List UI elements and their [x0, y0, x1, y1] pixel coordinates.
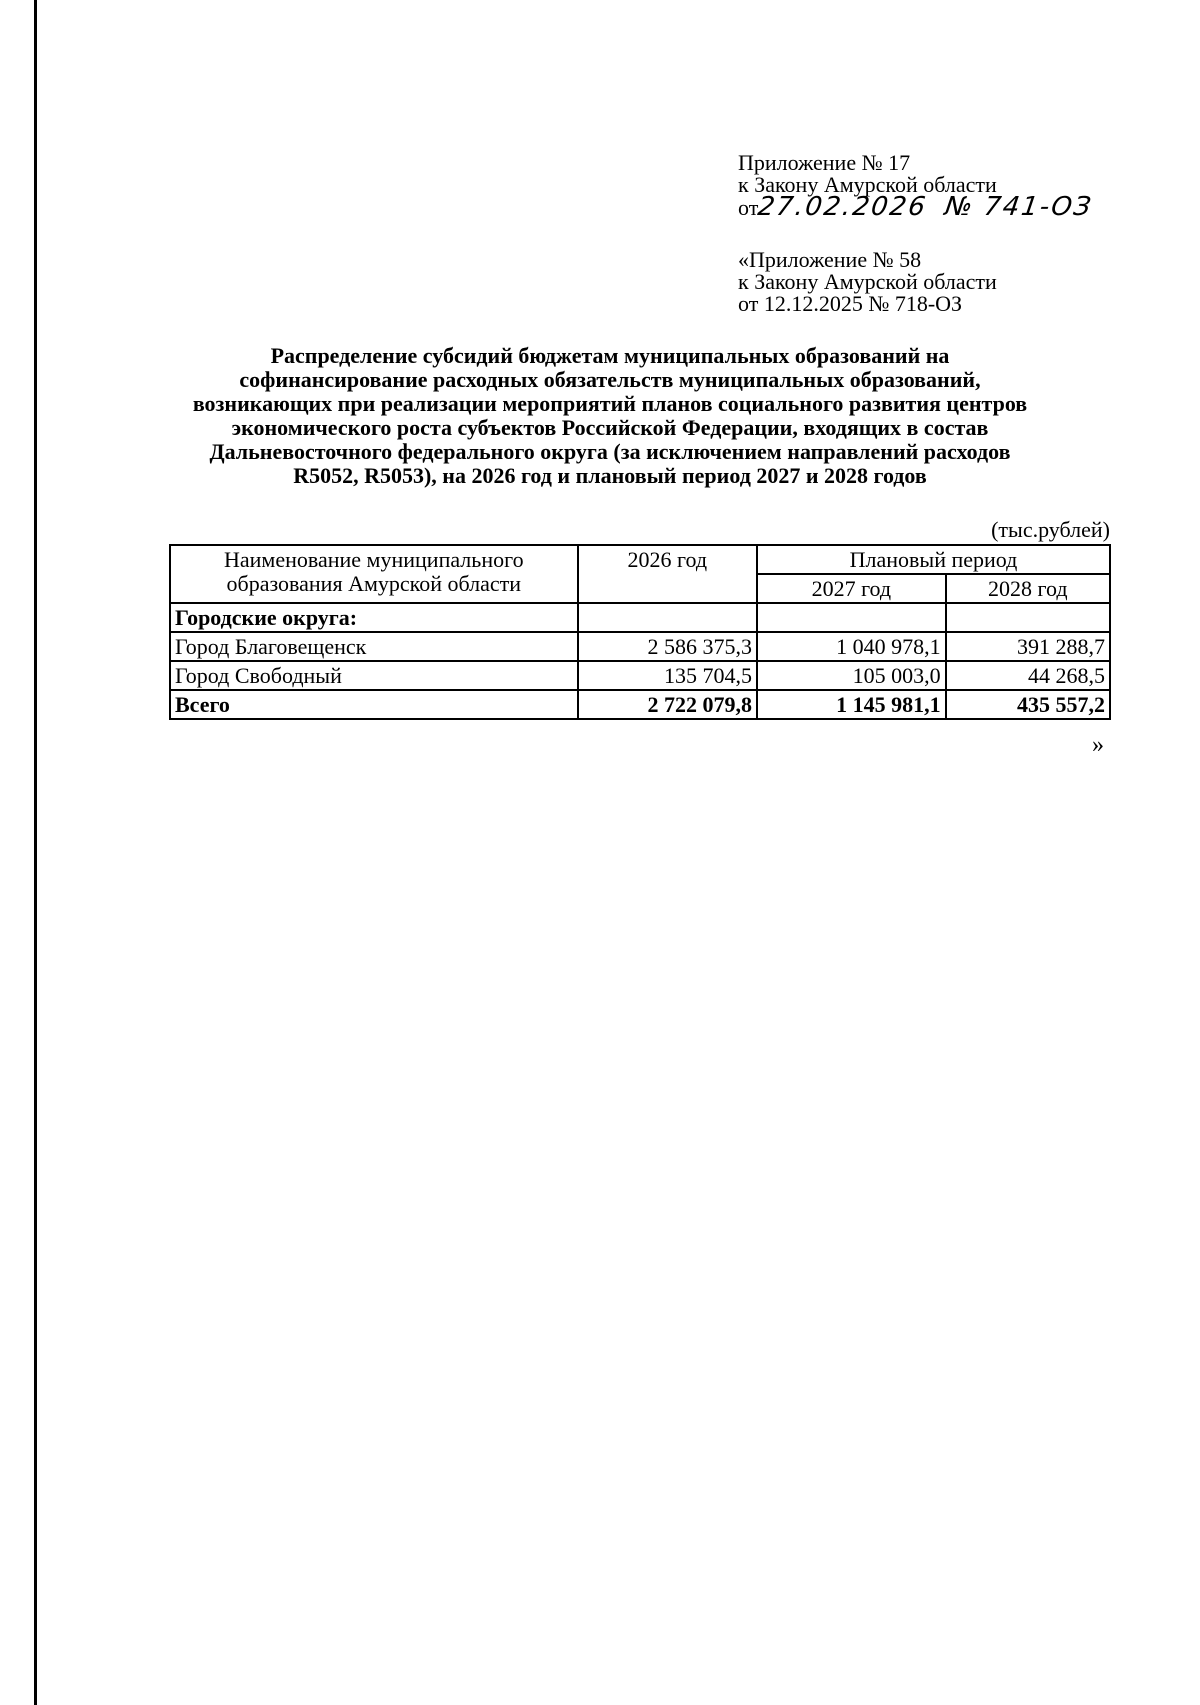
header-planned-period: Плановый период	[757, 545, 1110, 574]
header-year-2028: 2028 год	[946, 574, 1110, 603]
table-row	[170, 632, 1110, 661]
handwritten-law-number: № 741-ОЗ	[943, 192, 1095, 222]
table-row	[170, 661, 1110, 690]
units-label: (тыс.рублей)	[991, 517, 1110, 542]
row-value-2026: 135 704,5	[578, 661, 757, 690]
title-line: экономического роста субъектов Российской Федерации, входящих в состав	[231, 415, 989, 440]
header-year-2026: 2026 год	[578, 545, 757, 603]
amended-appendix-header	[738, 249, 997, 315]
table-header-row	[170, 545, 1110, 574]
handwritten-date: 27.02.2026	[756, 192, 930, 222]
table-group-row	[170, 603, 1110, 632]
appendix-law-reference: к Закону Амурской области	[738, 172, 997, 197]
amended-appendix-number: «Приложение № 58	[738, 247, 922, 272]
header-name-line: образования Амурской области	[226, 571, 522, 596]
total-value-2027: 1 145 981,1	[757, 690, 946, 719]
row-value-2028: 391 288,7	[946, 632, 1110, 661]
total-value-2028: 435 557,2	[946, 690, 1110, 719]
row-municipality-name: Город Свободный	[170, 661, 578, 690]
appendix-number: Приложение № 17	[738, 150, 911, 175]
row-value-2028: 44 268,5	[946, 661, 1110, 690]
empty-cell	[578, 603, 757, 632]
appendix-header	[738, 150, 1095, 222]
row-value-2027: 1 040 978,1	[757, 632, 946, 661]
row-municipality-name: Город Благовещенск	[170, 632, 578, 661]
group-label: Городские округа:	[170, 603, 578, 632]
header-year-2027: 2027 год	[757, 574, 946, 603]
title-line: софинансирование расходных обязательств муниципальных образований,	[239, 367, 981, 392]
subsidy-distribution-table	[169, 544, 1111, 720]
total-label: Всего	[170, 690, 578, 719]
title-line: Дальневосточного федерального округа (за исключением направлений расходов	[209, 439, 1011, 464]
title-line: R5052, R5053), на 2026 год и плановый период 2027 и 2028 годов	[293, 463, 927, 488]
table-total-row	[170, 690, 1110, 719]
amended-appendix-date: от 12.12.2025 № 718-ОЗ	[738, 291, 963, 316]
appendix-date-prefix: от	[738, 195, 759, 220]
title-line: возникающих при реализации мероприятий планов социального развития центров	[192, 391, 1028, 416]
row-value-2026: 2 586 375,3	[578, 632, 757, 661]
row-value-2027: 105 003,0	[757, 661, 946, 690]
header-name-line: Наименование муниципального	[224, 547, 524, 572]
total-value-2026: 2 722 079,8	[578, 690, 757, 719]
amended-appendix-law-reference: к Закону Амурской области	[738, 269, 997, 294]
empty-cell	[946, 603, 1110, 632]
title-line: Распределение субсидий бюджетам муниципальных образований на	[270, 343, 950, 368]
appendix-date-line	[738, 192, 1095, 222]
closing-quote: »	[1092, 732, 1104, 758]
empty-cell	[757, 603, 946, 632]
document-title	[150, 344, 1070, 488]
header-municipality-name	[170, 545, 578, 603]
left-border-rule	[34, 0, 37, 1705]
